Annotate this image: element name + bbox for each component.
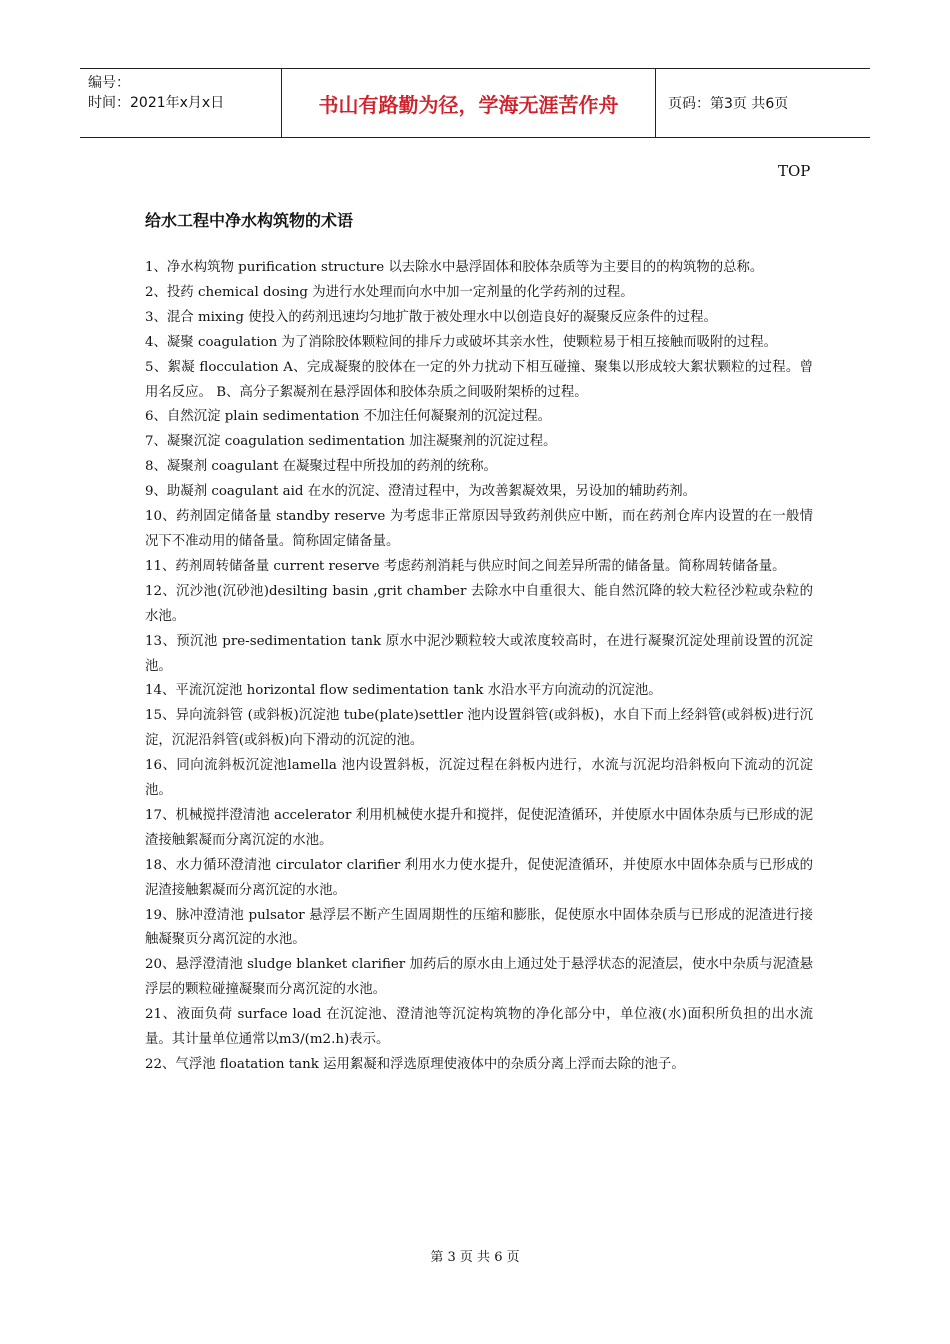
document-title: 给水工程中净水构筑物的术语	[145, 211, 354, 230]
term-item: 11、药剂周转储备量 current reserve 考虑药剂消耗与供应时间之间差异所需的储备量。简称周转储备量。	[145, 558, 786, 574]
page-footer: 第 3 页 共 6 页	[430, 1250, 520, 1265]
term-item: 12、沉沙池(沉砂池)desilting basin ,grit chamber 去除水中自重很大、能自然沉降的较大粒径沙粒或杂粒的水池。	[145, 583, 813, 624]
term-item: 22、气浮池 floatation tank 运用絮凝和浮选原理使液体中的杂质分离上浮而去除的池子。	[145, 1057, 685, 1072]
time-label: 时间：2021年x月x日	[88, 95, 225, 111]
top-mark: TOP	[778, 162, 811, 180]
term-item: 18、水力循环澄清池 circulator clarifier 利用水力使水提升，促使泥渣循环，并使原水中固体杂质与已形成的泥渣接触絮凝而分离沉淀的水池。	[145, 857, 813, 898]
term-item: 20、悬浮澄清池 sludge blanket clarifier 加药后的原水由上通过处于悬浮状态的泥渣层，使水中杂质与泥渣悬浮层的颗粒碰撞凝聚而分离沉淀的水池。	[145, 957, 813, 998]
header-page-info: 页码：第3页 共6页	[668, 96, 789, 112]
term-item: 2、投药 chemical dosing 为进行水处理而向水中加一定剂量的化学药剂的过程。	[145, 284, 634, 300]
term-item: 19、脉冲澄清池 pulsator 悬浮层不断产生固周期性的压缩和膨胀，促使原水中固体杂质与已形成的泥渣进行接触凝聚页分离沉淀的水池。	[145, 907, 813, 948]
header-left-cell	[80, 69, 282, 137]
header-motto: 书山有路勤为径，学海无涯苦作舟	[282, 69, 656, 137]
term-item: 8、凝聚剂 coagulant 在凝聚过程中所投加的药剂的统称。	[145, 459, 497, 475]
term-item: 21、液面负荷 surface load 在沉淀池、澄清池等沉淀构筑物的净化部分中，单位液(水)面积所负担的出水流量。其计量单位通常以m3/(m2.h)表示。	[145, 1007, 813, 1048]
page-header	[80, 68, 870, 138]
term-item: 4、凝聚 coagulation 为了消除胶体颗粒间的排斥力或破坏其亲水性，使颗粒易于相互接触而吸附的过程。	[145, 334, 778, 350]
number-label: 编号：	[88, 75, 130, 91]
term-item: 14、平流沉淀池 horizontal flow sedimentation tank 水沿水平方向流动的沉淀池。	[145, 683, 662, 699]
term-list	[145, 256, 813, 1078]
term-item: 6、自然沉淀 plain sedimentation 不加注任何凝聚剂的沉淀过程。	[145, 409, 552, 425]
term-item: 1、净水构筑物 purification structure 以去除水中悬浮固体和胶体杂质等为主要目的的构筑物的总称。	[145, 260, 764, 275]
term-item: 9、助凝剂 coagulant aid 在水的沉淀、澄清过程中，为改善絮凝效果，另设加的辅助药剂。	[145, 484, 697, 500]
term-item: 10、药剂固定储备量 standby reserve 为考虑非正常原因导致药剂供应中断，而在药剂仓库内设置的在一般情况下不准动用的储备量。简称固定储备量。	[145, 509, 813, 549]
term-item: 7、凝聚沉淀 coagulation sedimentation 加注凝聚剂的沉淀过程。	[145, 434, 557, 450]
term-item: 16、同向流斜板沉淀池lamella 池内设置斜板，沉淀过程在斜板内进行，水流与沉泥均沿斜板向下流动的沉淀池。	[145, 758, 813, 799]
term-item: 3、混合 mixing 使投入的药剂迅速均匀地扩散于被处理水中以创造良好的凝聚反应条件的过程。	[145, 309, 717, 325]
term-item: 17、机械搅拌澄清池 accelerator 利用机械使水提升和搅拌，促使泥渣循环，并使原水中固体杂质与已形成的泥渣接触絮凝而分离沉淀的水池。	[145, 807, 813, 848]
term-item: 5、絮凝 flocculation A、完成凝聚的胶体在一定的外力扰动下相互碰撞、聚集以形成较大絮状颗粒的过程。曾用名反应。 B、高分子絮凝剂在悬浮固体和胶体杂质之间吸附架桥的过程。	[145, 359, 813, 400]
term-item: 13、预沉池 pre-sedimentation tank 原水中泥沙颗粒较大或浓度较高时，在进行凝聚沉淀处理前设置的沉淀池。	[145, 633, 813, 674]
term-item: 15、异向流斜管 (或斜板)沉淀池 tube(plate)settler 池内设置斜管(或斜板)，水自下而上经斜管(或斜板)进行沉淀，沉泥沿斜管(或斜板)向下滑动的沉淀的池。	[145, 708, 813, 749]
